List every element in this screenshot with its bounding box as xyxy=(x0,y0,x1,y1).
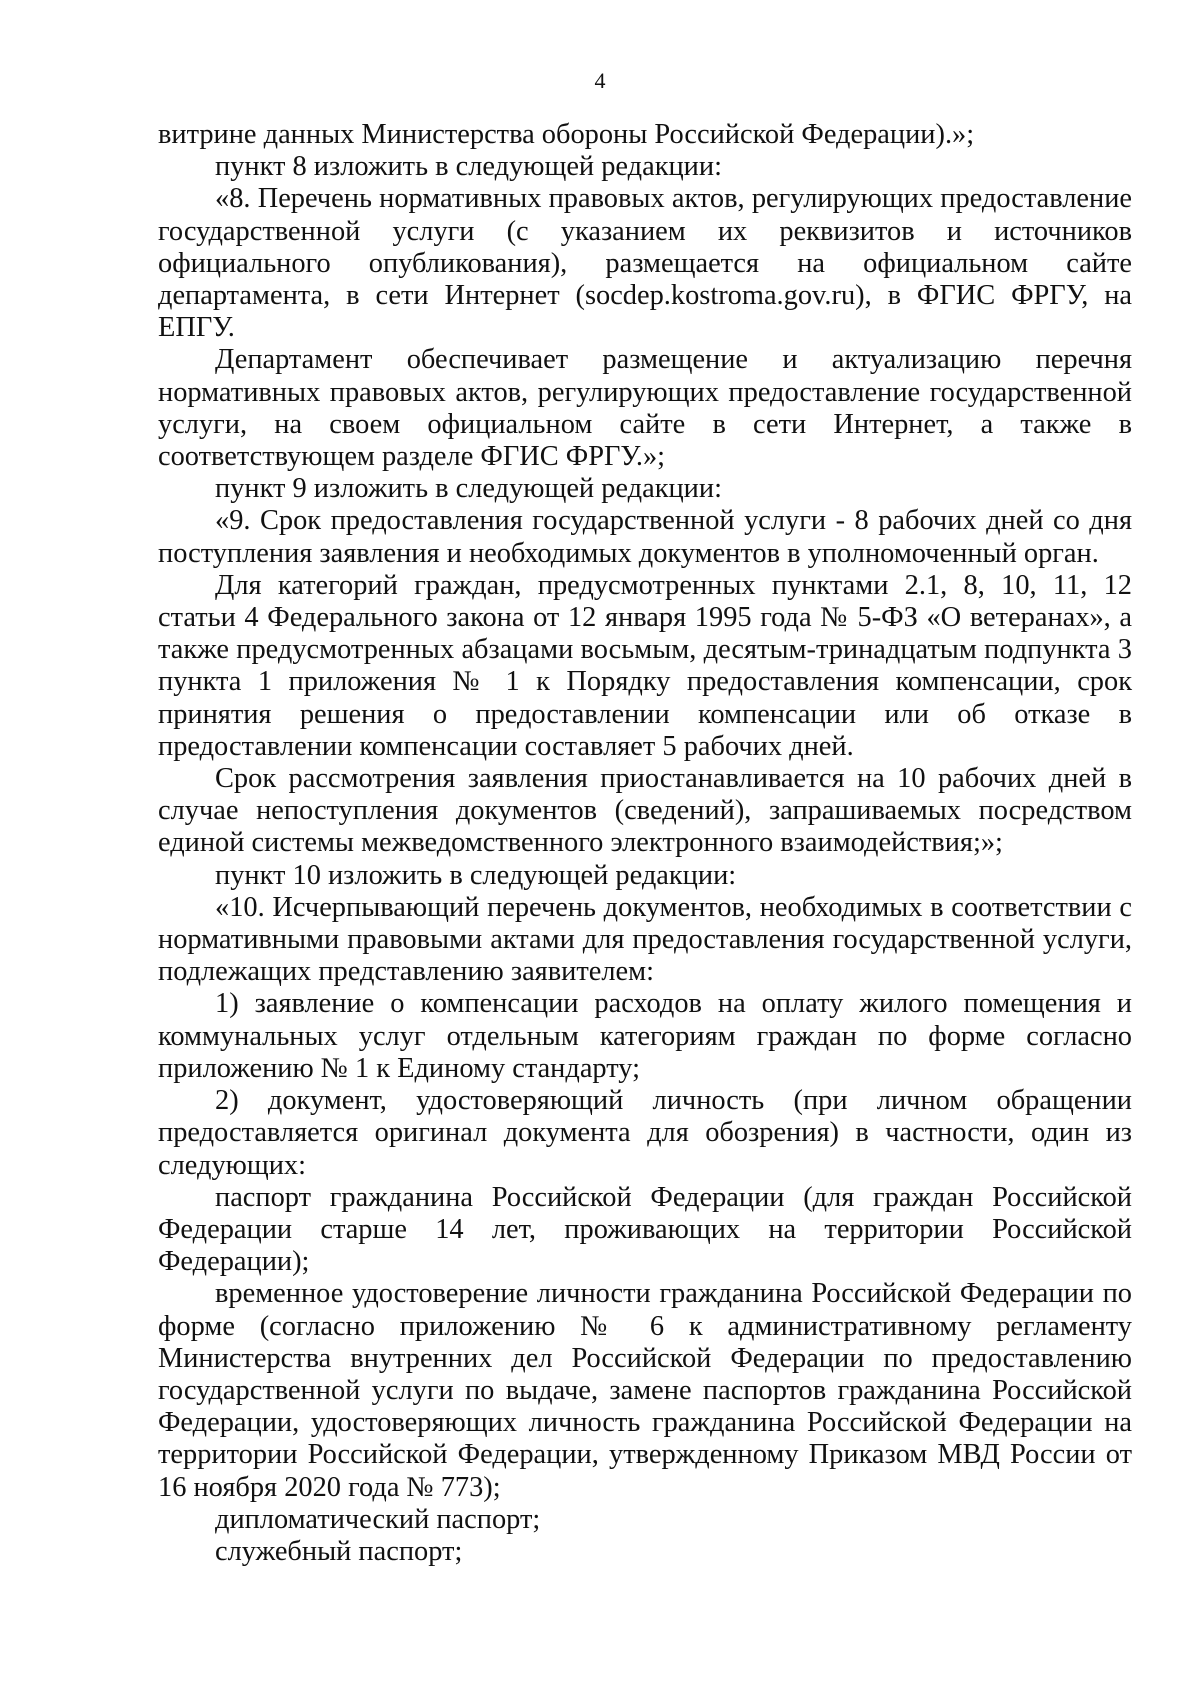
paragraph: «8. Перечень нормативных правовых актов, регулирующих предоставление государственной услуги (с указанием их реквизитов и источников официального опубликования), размещается на официальном сайте департамента, в сети Интернет (socdep.kostroma.gov.ru), в ФГИС ФРГУ, на ЕПГУ. xyxy=(158,183,1132,344)
paragraph: «9. Срок предоставления государственной услуги - 8 рабочих дней со дня поступления заявления и необходимых документов в уполномоченный орган. xyxy=(158,505,1132,569)
paragraph: пункт 9 изложить в следующей редакции: xyxy=(215,473,722,505)
paragraph: Для категорий граждан, предусмотренных пунктами 2.1, 8, 10, 11, 12 статьи 4 Федерального закона от 12 января 1995 года № 5-ФЗ «О ветеранах», а также предусмотренных абзацами восьмым, десятым-тринадцатым подпункта 3 пункта 1 приложения № 1 к Порядку предоставления компенсации, срок принятия решения о предоставлении компенсации или об отказе в предоставлении компенсации составляет 5 рабочих дней. xyxy=(158,569,1132,762)
paragraph: паспорт гражданина Российской Федерации (для граждан Российской Федерации старше 14 лет, проживающих на территории Российской Федерации); xyxy=(158,1181,1132,1278)
paragraph: служебный паспорт; xyxy=(215,1535,463,1567)
paragraph: «10. Исчерпывающий перечень документов, необходимых в соответствии с нормативными правовыми актами для предоставления государственной услуги, подлежащих представлению заявителем: xyxy=(158,891,1132,988)
document-body xyxy=(158,119,1132,1568)
page-number: 4 xyxy=(594,68,606,93)
paragraph: дипломатический паспорт; xyxy=(215,1503,541,1535)
paragraph: временное удостоверение личности гражданина Российской Федерации по форме (согласно приложению № 6 к административному регламенту Министерства внутренних дел Российской Федерации по предоставлению государственной услуги по выдаче, замене паспортов гражданина Российской Федерации, удостоверяющих личность гражданина Российской Федерации на территории Российской Федерации, утвержденному Приказом МВД России от 16 ноября 2020 года № 773); xyxy=(158,1278,1132,1503)
paragraph: Департамент обеспечивает размещение и актуализацию перечня нормативных правовых актов, регулирующих предоставление государственной услуги, на своем официальном сайте в сети Интернет, а также в соответствующем разделе ФГИС ФРГУ.»; xyxy=(158,344,1132,473)
paragraph: Срок рассмотрения заявления приостанавливается на 10 рабочих дней в случае непоступления документов (сведений), запрашиваемых посредством единой системы межведомственного электронного взаимодействия;»; xyxy=(158,763,1132,859)
paragraph: витрине данных Министерства обороны Российской Федерации).»; xyxy=(158,119,975,150)
paragraph: 1) заявление о компенсации расходов на оплату жилого помещения и коммунальных услуг отдельным категориям граждан по форме согласно приложению № 1 к Единому стандарту; xyxy=(158,988,1132,1084)
paragraph: 2) документ, удостоверяющий личность (при личном обращении предоставляется оригинал документа для обозрения) в частности, один из следующих: xyxy=(158,1085,1132,1181)
paragraph: пункт 10 изложить в следующей редакции: xyxy=(215,859,737,891)
paragraph: пункт 8 изложить в следующей редакции: xyxy=(215,151,722,183)
